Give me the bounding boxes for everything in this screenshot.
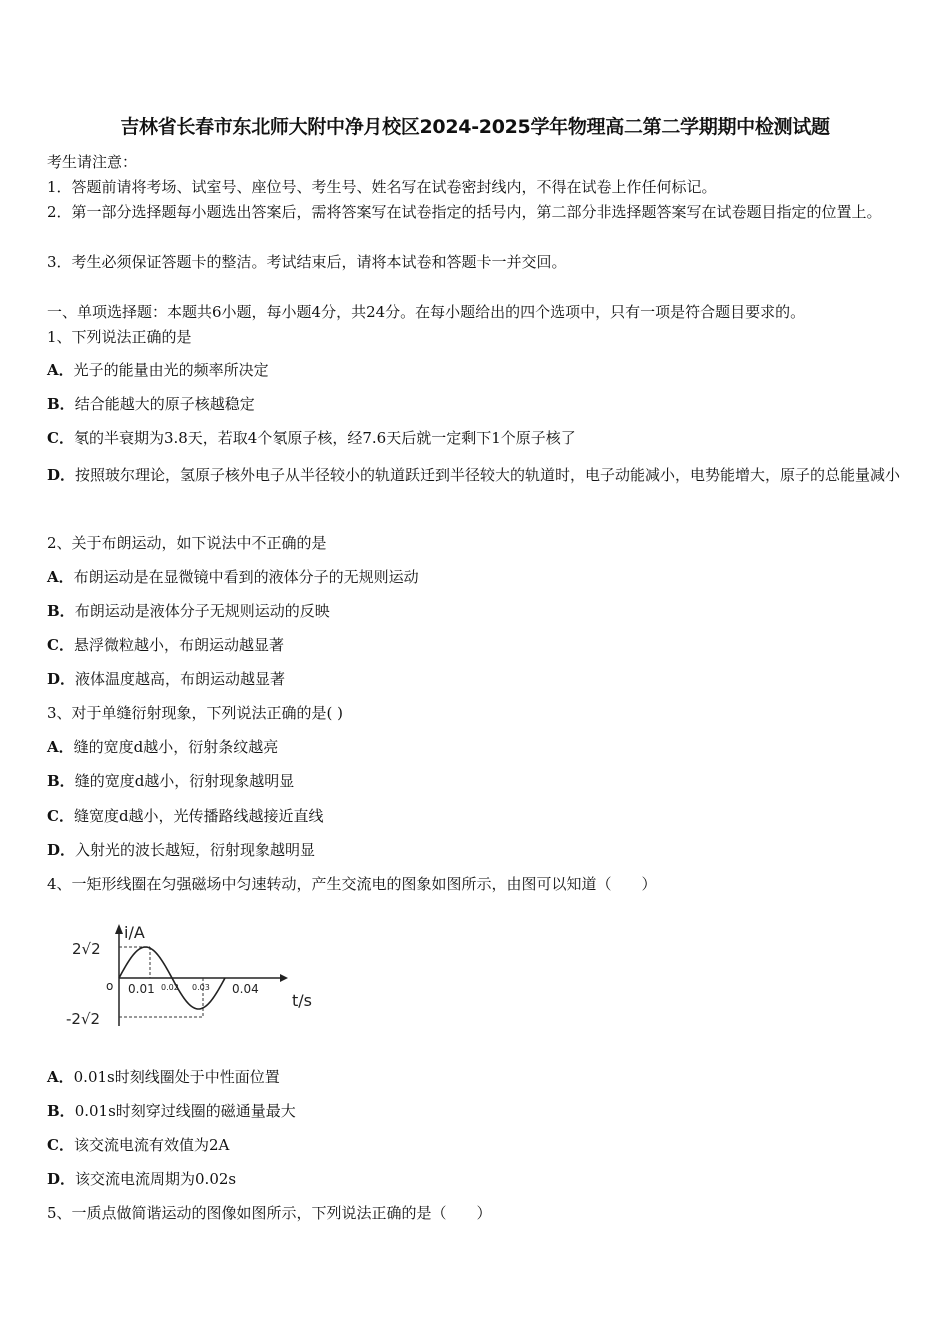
y-axis-label: i/A [124,923,145,942]
option-text: 该交流电流周期为0.02s [75,1170,237,1188]
option-text: 光子的能量由光的频率所决定 [73,361,269,379]
option-letter: D． [47,841,76,859]
current-axis-arrow-icon [115,924,123,934]
option-c [47,806,324,826]
origin-label: o [106,979,114,993]
option-letter: C． [47,636,74,654]
option-c [47,1135,229,1155]
section-heading: 一、单项选择题：本题共6小题，每小题4分，共24分。在每小题给出的四个选项中，只有一项是符合题目要求的。 [47,303,806,321]
option-text: 布朗运动是在显微镜中看到的液体分子的无规则运动 [73,568,419,586]
option-letter: D． [47,466,76,484]
option-d [47,456,907,494]
option-letter: A． [47,1068,74,1086]
option-d [47,840,315,860]
option-text: 缝的宽度d越小，衍射条纹越亮 [73,738,279,756]
ac-current-graph [62,918,312,1038]
option-letter: B． [47,1102,75,1120]
y-min-label: -2√2 [66,1010,101,1028]
notice-item: 1．答题前请将考场、试室号、座位号、考生号、姓名写在试卷密封线内，不得在试卷上作任何标记。 [47,178,717,196]
time-axis-arrow-icon [280,974,288,982]
option-letter: A． [47,568,74,586]
option-text: 悬浮微粒越小，布朗运动越显著 [73,636,284,654]
option-b [47,771,294,791]
question-stem: 4、一矩形线圈在匀强磁场中匀速转动，产生交流电的图象如图所示，由图可以知道（ ） [47,875,657,893]
option-text: 氡的半衰期为3.8天，若取4个氡原子核，经7.6天后就一定剩下1个原子核了 [73,429,576,447]
tick-label: 0.03 [192,983,210,992]
option-text: 0.01s时刻线圈处于中性面位置 [73,1068,280,1086]
option-d [47,669,285,689]
tick-label: 0.01 [128,982,155,996]
notice-item: 3．考生必须保证答题卡的整洁。考试结束后，请将本试卷和答题卡一并交回。 [47,253,567,271]
option-d [47,1169,236,1189]
question-stem: 1、下列说法正确的是 [47,328,192,346]
option-letter: C． [47,807,74,825]
option-text: 布朗运动是液体分子无规则运动的反映 [74,602,330,620]
notice-heading: 考生请注意： [47,153,138,171]
option-b [47,394,255,414]
option-a [47,1067,280,1087]
option-a [47,737,278,757]
option-letter: C． [47,429,74,447]
option-letter: B． [47,395,75,413]
notice-item: 2．第一部分选择题每小题选出答案后，需将答案写在试卷指定的括号内，第二部分非选择题答案写在试卷题目指定的位置上。 [47,203,882,221]
option-text: 缝的宽度d越小，衍射现象越明显 [74,772,295,790]
question-stem: 2、关于布朗运动，如下说法中不正确的是 [47,534,327,552]
option-letter: A． [47,361,74,379]
option-text: 缝宽度d越小，光传播路线越接近直线 [73,807,324,825]
tick-label: 0.04 [232,982,259,996]
option-text: 液体温度越高，布朗运动越显著 [75,670,286,688]
option-b [47,1101,296,1121]
option-letter: B． [47,602,75,620]
option-b [47,601,330,621]
page-title: 吉林省长春市东北师大附中净月校区2024-2025学年物理高二第二学期期中检测试题 [120,116,830,138]
option-text: 该交流电流有效值为2A [73,1136,230,1154]
option-c [47,428,576,448]
option-text: 0.01s时刻穿过线圈的磁通量最大 [74,1102,296,1120]
question-stem: 3、对于单缝衍射现象，下列说法正确的是( ) [47,704,344,722]
option-letter: D． [47,670,76,688]
option-a [47,360,269,380]
x-axis-label: t/s [292,991,312,1010]
y-max-label: 2√2 [72,940,101,958]
option-text: 入射光的波长越短，衍射现象越明显 [75,841,316,859]
option-letter: C． [47,1136,74,1154]
question-stem: 5、一质点做简谐运动的图像如图所示，下列说法正确的是（ ） [47,1204,492,1222]
option-text: 按照玻尔理论，氢原子核外电子从半径较小的轨道跃迁到半径较大的轨道时，电子动能减小，电势能增大，原子的总能量减小 [75,466,901,484]
option-c [47,635,284,655]
option-letter: B． [47,772,75,790]
option-a [47,567,419,587]
option-letter: D． [47,1170,76,1188]
tick-label: 0.02 [161,983,179,992]
option-text: 结合能越大的原子核越稳定 [74,395,255,413]
option-letter: A． [47,738,74,756]
